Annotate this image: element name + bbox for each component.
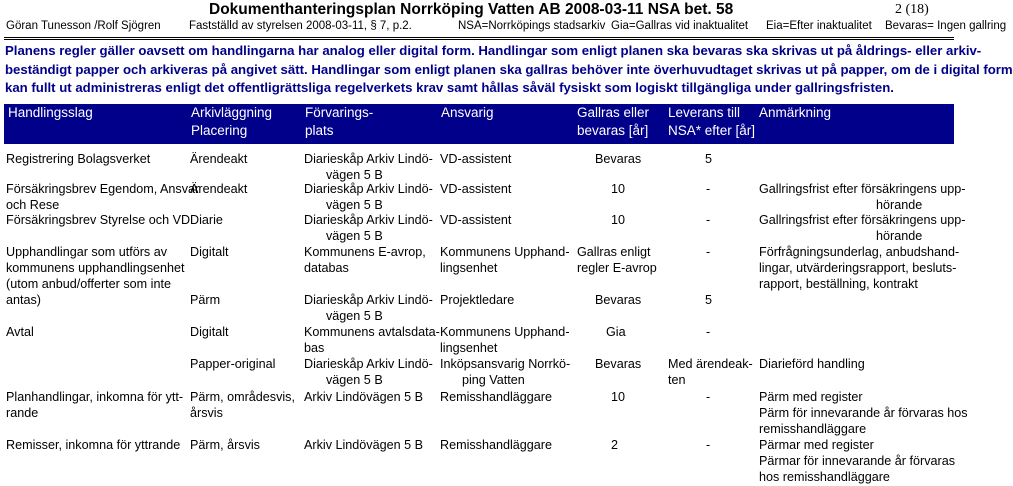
bevaras-legend: Bevaras= Ingen gallring <box>885 20 1007 32</box>
cell-gallras: Bevaras <box>595 357 642 371</box>
col-header-anmarkning: Anmärkning <box>759 105 832 120</box>
cell-leverans: - <box>706 245 711 259</box>
col-header-ansvarig: Ansvarig <box>441 105 494 120</box>
established-note: Fastställd av styrelsen 2008-03-11, § 7, p.2. <box>189 20 412 32</box>
cell-anmarkning-2: lingar, utvärderingsrapport, besluts- <box>759 261 957 275</box>
cell-handlingsslag-2: kommunens upphandlingsenhet <box>6 261 185 275</box>
cell-leverans: - <box>706 390 711 404</box>
nsa-legend: NSA=Norrköpings stadsarkiv <box>458 20 606 32</box>
cell-ansvarig: Projektledare <box>440 293 515 307</box>
cell-anmarkning-3: remisshandläggare <box>759 422 867 436</box>
cell-gallras: Gallras enligt <box>577 245 651 259</box>
cell-handlingsslag-2: och Rese <box>6 198 60 212</box>
col-header-arkivlaggning: Arkivläggning <box>191 105 273 120</box>
cell-ansvarig: VD-assistent <box>440 182 512 196</box>
cell-ansvarig: Kommunens Upphand- <box>440 245 570 259</box>
cell-gallras: 10 <box>611 182 626 196</box>
col-header-gallras: Gallras eller <box>577 105 650 120</box>
cell-anmarkning-2: Pärm för innevarande år förvaras hos <box>759 406 968 420</box>
cell-gallras: Gia <box>606 325 626 339</box>
cell-arkivlaggning: Digitalt <box>190 245 229 259</box>
cell-forvaringsplats-2: vägen 5 B <box>326 168 383 182</box>
header-rule <box>4 37 954 38</box>
cell-handlingsslag: Planhandlingar, inkomna för ytt- <box>6 390 184 404</box>
cell-ansvarig-2: lingsenhet <box>440 341 498 355</box>
cell-ansvarig: VD-assistent <box>440 152 512 166</box>
intro-line-1: Planens regler gäller oavsett om handlingarna har analog eller digital form. Handlingar som enligt planen ska bevaras ska skrivas ut på åldrings- eller arkiv- <box>5 43 982 58</box>
cell-leverans: - <box>706 438 711 452</box>
cell-anmarkning: Pärmar med register <box>759 438 874 452</box>
cell-leverans: Med ärendeak- <box>668 357 753 371</box>
cell-ansvarig-2: lingsenhet <box>440 261 498 275</box>
cell-forvaringsplats: Diarieskåp Arkiv Lindö- <box>304 293 433 307</box>
cell-anmarkning-2: hörande <box>876 198 923 212</box>
cell-handlingsslag: Upphandlingar som utförs av <box>6 245 168 259</box>
cell-arkivlaggning: Pärm, områdesvis, <box>190 390 295 404</box>
cell-forvaringsplats-2: vägen 5 B <box>326 309 383 323</box>
cell-gallras: 10 <box>611 213 626 227</box>
cell-leverans: - <box>706 325 711 339</box>
cell-forvaringsplats-2: bas <box>304 341 325 355</box>
document-title: Dokumenthanteringsplan Norrköping Vatten AB 2008-03-11 NSA bet. 58 <box>209 1 734 18</box>
intro-line-3: kan fullt ut administreras enligt det offentligrättsliga regelverkets krav samt hållas såväl fysiskt som logiskt tillgängliga under gallringsfristen. <box>5 80 894 95</box>
cell-ansvarig: VD-assistent <box>440 213 512 227</box>
cell-handlingsslag-3: (utom anbud/offerter som inte <box>6 277 171 291</box>
cell-handlingsslag: Försäkringsbrev Egendom, Ansvar <box>6 182 200 196</box>
cell-anmarkning: Förfrågningsunderlag, anbudshand- <box>759 245 960 259</box>
cell-handlingsslag: Registrering Bolagsverket <box>6 152 151 166</box>
cell-arkivlaggning: Digitalt <box>190 325 229 339</box>
page-number: 2 (18) <box>895 2 929 17</box>
cell-forvaringsplats: Diarieskåp Arkiv Lindö- <box>304 152 433 166</box>
cell-forvaringsplats: Arkiv Lindövägen 5 B <box>304 438 424 452</box>
cell-handlingsslag: Försäkringsbrev Styrelse och VD <box>6 213 191 227</box>
cell-leverans: 5 <box>705 152 713 166</box>
col-header-leverans-2: NSA* efter [år] <box>668 123 756 138</box>
cell-anmarkning-3: rapport, beställning, kontrakt <box>759 277 918 291</box>
cell-handlingsslag-2: rande <box>6 406 39 420</box>
cell-leverans: 5 <box>705 293 713 307</box>
header-rule-double <box>4 39 954 40</box>
col-header-forvaringsplats-2: plats <box>305 123 334 138</box>
cell-forvaringsplats: Diarieskåp Arkiv Lindö- <box>304 182 433 196</box>
cell-forvaringsplats: Kommunens avtalsdata- <box>304 325 440 339</box>
cell-gallras: 10 <box>611 390 626 404</box>
cell-forvaringsplats: Diarieskåp Arkiv Lindö- <box>304 213 433 227</box>
col-header-forvaringsplats: Förvarings- <box>305 105 374 120</box>
cell-arkivlaggning: Ärendeakt <box>190 182 248 196</box>
cell-arkivlaggning: Ärendeakt <box>190 152 248 166</box>
cell-arkivlaggning: Pärm <box>190 293 221 307</box>
cell-anmarkning: Gallringsfrist efter försäkringens upp- <box>759 213 966 227</box>
cell-handlingsslag: Remisser, inkomna för yttrande <box>6 438 181 452</box>
cell-ansvarig: Inköpsansvarig Norrkö- <box>440 357 571 371</box>
cell-gallras: Bevaras <box>595 152 642 166</box>
cell-anmarkning: Pärm med register <box>759 390 863 404</box>
col-header-placering: Placering <box>191 123 248 138</box>
cell-arkivlaggning: Papper-original <box>190 357 276 371</box>
cell-gallras: 2 <box>611 438 619 452</box>
cell-arkivlaggning: Diarie <box>190 213 223 227</box>
cell-leverans: - <box>706 213 711 227</box>
cell-forvaringsplats-2: vägen 5 B <box>326 198 383 212</box>
cell-forvaringsplats: Kommunens E-avrop, <box>304 245 426 259</box>
cell-arkivlaggning-2: årsvis <box>190 406 223 420</box>
gia-legend: Gia=Gallras vid inaktualitet <box>611 20 749 32</box>
cell-anmarkning: Gallringsfrist efter försäkringens upp- <box>759 182 966 196</box>
cell-anmarkning: Diarieförd handling <box>759 357 865 371</box>
cell-forvaringsplats: Diarieskåp Arkiv Lindö- <box>304 357 433 371</box>
cell-anmarkning-2: Pärmar för innevarande år förvaras <box>759 454 955 468</box>
col-header-handlingsslag: Handlingsslag <box>8 105 93 120</box>
cell-ansvarig: Remisshandläggare <box>440 390 553 404</box>
authors: Göran Tunesson /Rolf Sjögren <box>6 20 161 32</box>
cell-forvaringsplats-2: vägen 5 B <box>326 229 383 243</box>
cell-anmarkning-2: hörande <box>876 229 923 243</box>
cell-gallras: Bevaras <box>595 293 642 307</box>
cell-handlingsslag-4: antas) <box>6 293 42 307</box>
cell-gallras-2: regler E-avrop <box>577 261 657 275</box>
cell-ansvarig-2: ping Vatten <box>462 373 525 387</box>
intro-line-2: beständigt papper och arkiveras på angivet sätt. Handlingar som enligt planen ska gallras behöver inte överhuvudtaget skrivas ut på papper, om de i digital form <box>5 62 1013 77</box>
col-header-gallras-2: bevaras [år] <box>577 123 649 138</box>
cell-anmarkning-3: hos remisshandläggare <box>759 470 890 484</box>
cell-handlingsslag: Avtal <box>6 325 34 339</box>
cell-forvaringsplats-2: vägen 5 B <box>326 373 383 387</box>
col-header-leverans: Leverans till <box>668 105 741 120</box>
cell-forvaringsplats-2: databas <box>304 261 349 275</box>
eia-legend: Eia=Efter inaktualitet <box>766 20 872 32</box>
cell-forvaringsplats: Arkiv Lindövägen 5 B <box>304 390 424 404</box>
cell-ansvarig: Remisshandläggare <box>440 438 553 452</box>
cell-ansvarig: Kommunens Upphand- <box>440 325 570 339</box>
cell-arkivlaggning: Pärm, årsvis <box>190 438 260 452</box>
cell-leverans: - <box>706 182 711 196</box>
cell-leverans-2: ten <box>668 373 686 387</box>
